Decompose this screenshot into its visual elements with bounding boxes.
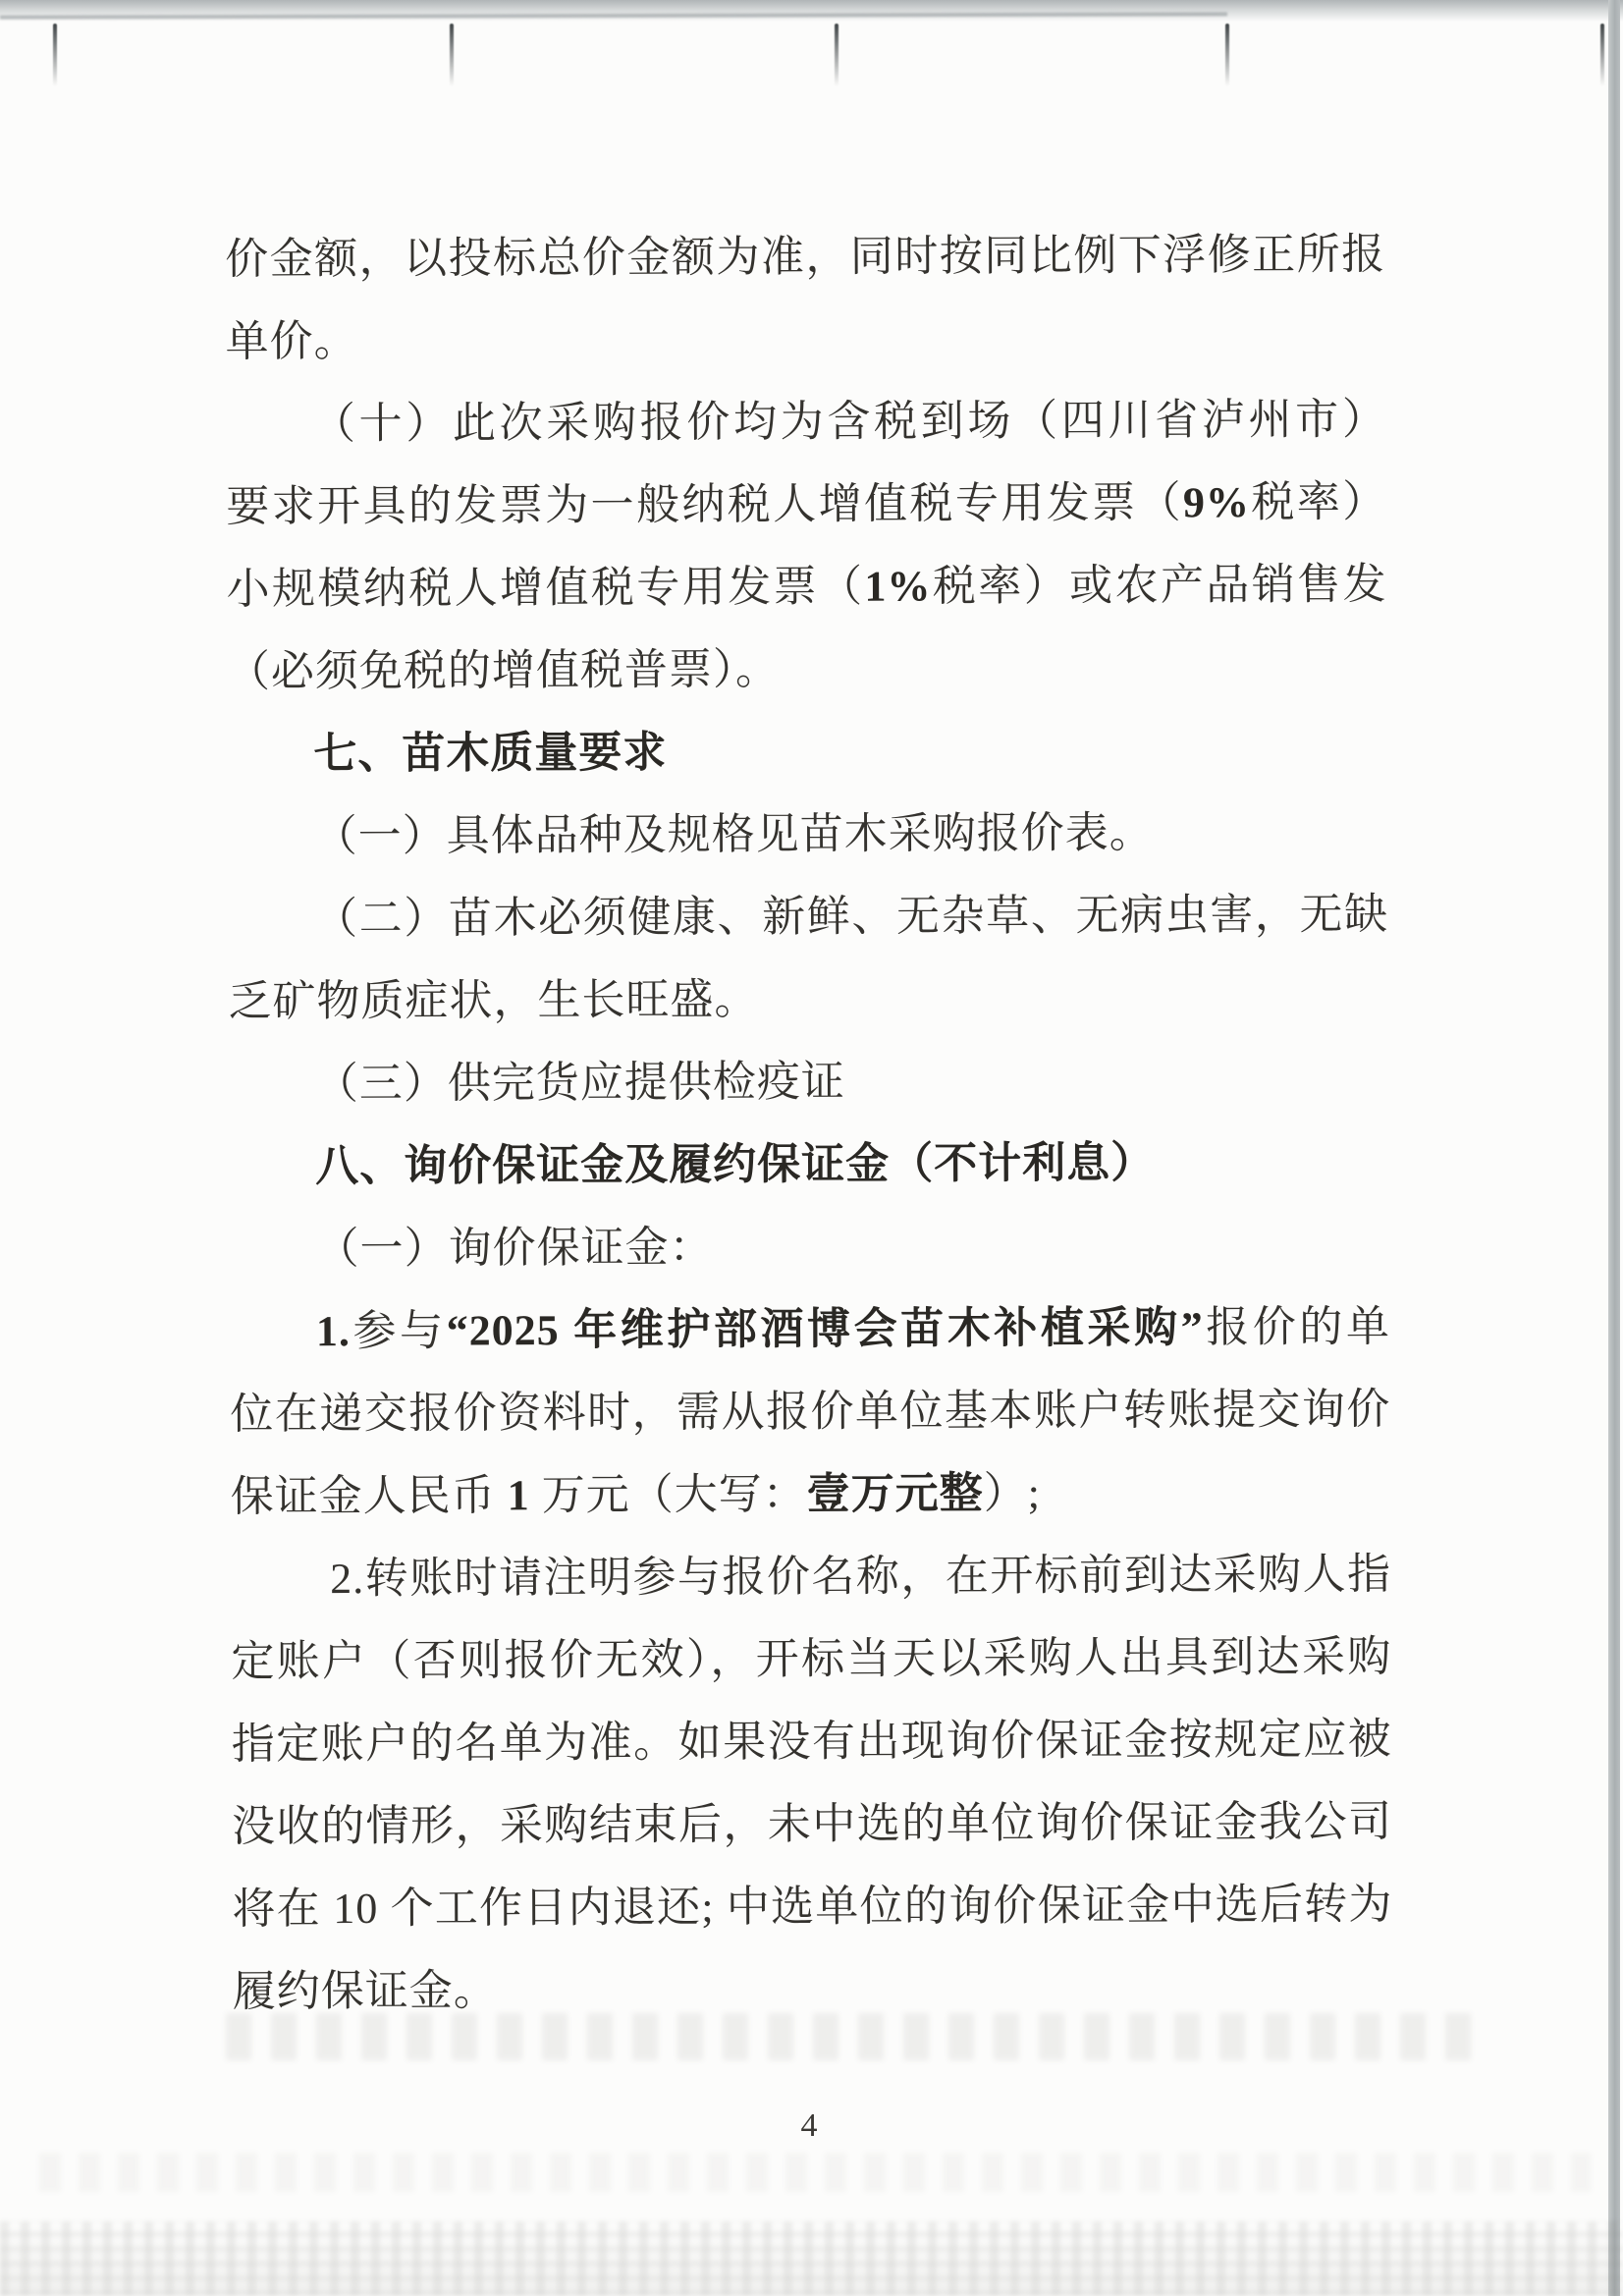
- text-segment: （三）供完货应提供检疫证: [314, 1057, 845, 1109]
- text-segment: （十）此次采购报价均为含税到场（四川省泸州市）价，: [311, 395, 1386, 449]
- text-line: [231, 1533, 1391, 1620]
- text-line: [229, 1203, 1389, 1290]
- text-line: [231, 1615, 1391, 1703]
- text-line: [226, 378, 1386, 465]
- text-segment: 税率）或: [1249, 477, 1387, 527]
- scanner-edge-right: [1608, 0, 1620, 2296]
- binding-mark: [1225, 24, 1229, 86]
- text-segment: 将在 10 个工作日内退还; 中选单位的询价保证金中选后转为: [232, 1880, 1393, 1934]
- text-line: [232, 1698, 1392, 1785]
- binding-mark: [450, 24, 454, 86]
- bold-text-segment: 七、苗木质量要求: [313, 728, 668, 779]
- text-line: [230, 1450, 1390, 1538]
- bold-text-segment: 1: [507, 1471, 530, 1520]
- text-segment: 要求开具的发票为一般纳税人增值税专用发票（: [226, 478, 1184, 531]
- text-line: [230, 1368, 1390, 1455]
- text-line: [229, 1038, 1389, 1125]
- text-segment: （一）询价保证金：: [315, 1223, 714, 1274]
- ink-bleed-noise: [39, 2153, 1591, 2192]
- text-line: [227, 626, 1387, 713]
- text-segment: 价金额，以投标总价金额为准，同时按同比例下浮修正所报: [225, 230, 1386, 284]
- text-line: [225, 296, 1385, 383]
- text-segment: 位在递交报价资料时，需从报价单位基本账户转账提交询价: [230, 1385, 1391, 1439]
- text-segment: （二）苗木必须健康、新鲜、无杂草、无病虫害，无缺: [313, 890, 1389, 944]
- text-segment: 小规模纳税人增值税专用发票（: [226, 562, 865, 614]
- bold-text-segment: 八、询价保证金及履约保证金（不计利息）: [315, 1138, 1156, 1191]
- bold-text-segment: 1.: [315, 1307, 352, 1356]
- document-body-text: [225, 213, 1393, 2033]
- text-segment: 单价。: [225, 316, 358, 366]
- text-segment: 履约保证金。: [232, 1966, 498, 2016]
- text-line: [225, 213, 1385, 301]
- text-segment: 报价的单: [1203, 1302, 1391, 1352]
- ink-bleed-noise: [226, 2013, 1483, 2060]
- binding-mark: [53, 24, 57, 86]
- text-line: [228, 791, 1388, 878]
- text-segment: 万元（大写：: [529, 1470, 807, 1520]
- text-segment: 指定账户的名单为准。如果没有出现询价保证金按规定应被: [231, 1715, 1392, 1769]
- text-segment: 乏矿物质症状，生长旺盛。: [228, 975, 759, 1026]
- text-line: [232, 1863, 1392, 1950]
- text-segment: 没收的情形，采购结束后，未中选的单位询价保证金我公司: [232, 1797, 1393, 1851]
- text-segment: ）;: [983, 1468, 1041, 1518]
- bold-text-segment: “2025 年维护部酒博会苗木补植采购”: [446, 1303, 1204, 1355]
- section-heading-line: [229, 1121, 1389, 1208]
- text-segment: （一）具体品种及规格见苗木采购报价表。: [313, 808, 1154, 861]
- binding-mark: [835, 24, 839, 86]
- text-segment: （必须免税的增值税普票）。: [226, 645, 781, 696]
- text-segment: 保证金人民币: [230, 1471, 508, 1521]
- text-line: [226, 461, 1386, 548]
- text-line: [232, 1780, 1392, 1868]
- text-segment: 2.转账时请注明参与报价名称，在开标前到达采购人指: [330, 1550, 1392, 1604]
- bold-text-segment: 9%: [1182, 478, 1251, 527]
- text-line: [228, 873, 1388, 960]
- bold-text-segment: 1%: [864, 562, 932, 611]
- scanner-noise-bottom: [0, 2221, 1623, 2296]
- text-segment: 税率）或农产品销售发票: [931, 560, 1387, 611]
- bold-text-segment: 壹万元整: [806, 1469, 984, 1519]
- section-heading-line: [227, 708, 1387, 795]
- text-segment: 定账户（否则报价无效），开标当天以采购人出具到达采购人: [231, 1632, 1392, 1686]
- text-line: [230, 1285, 1390, 1373]
- page-number: 4: [800, 2107, 818, 2144]
- text-segment: 参与: [350, 1306, 447, 1356]
- text-line: [228, 956, 1388, 1043]
- text-line: [226, 543, 1386, 630]
- binding-mark: [1600, 24, 1604, 86]
